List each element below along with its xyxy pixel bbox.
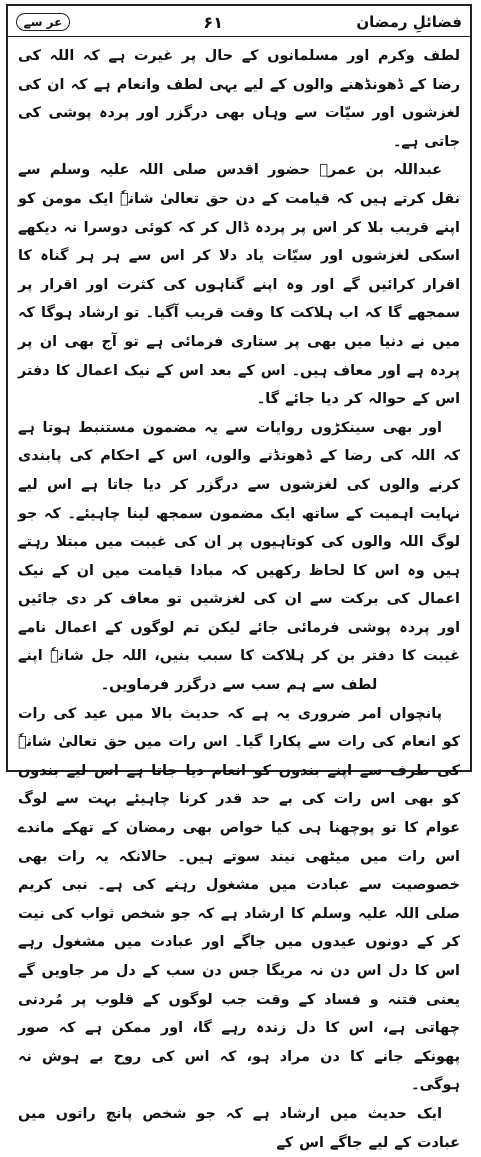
page-number: ۶۱: [203, 12, 223, 32]
page-frame: [6, 4, 472, 1151]
chapter-ornament: عر سے: [16, 13, 70, 31]
paragraph: ایک حدیث میں ارشاد ہے کہ جو شخص پانچ راتوں میں عبادت کے لیے جاگے اس کے: [18, 1105, 460, 1151]
header-divider: [8, 36, 470, 37]
paragraph: اور بھی سینکڑوں روایات سے یہ مضمون مستنبط ہوتا ہے کہ اللہ کی رضا کے ڈھونڈنے والوں، اس کے احکام کی پابندی کرنے والوں کی لغزشوں سے درگزر کر دیا جاتا ہے اس لیے نہایت اہمیت کے ساتھ ایک مضمون سمجھ لینا چاہیئے۔ کہ جو لوگ اللہ والوں کی کوتاہیوں پر ان کی غیبت میں مبتلا رہتے ہیں وہ اس کا لحاظ رکھیں کہ مبادا قیامت میں ان کے نیک اعمال کی برکت سے ان کی لغزشیں تو معاف کر دی جائیں اور پردہ پوشی فرمائی جائے لیکن تم لوگوں کے اعمال نامے غیبت کا دفتر بن کر ہلاکت کا سبب بنیں، اللہ جل شانہٗ اپنے لطف سے ہم سب سے درگزر فرماویں۔: [18, 419, 460, 694]
paragraph: پانچواں امر ضروری یہ ہے کہ حدیث بالا میں عید کی رات کو انعام کی رات سے پکارا گیا۔ اس رات میں حق تعالیٰ شانہٗ کی طرف سے اپنے بندوں کو انعام دیا جاتا ہے اس لیے بندوں کو بھی اس رات کی بے حد قدر کرنا چاہیئے بہت سے لوگ عوام کا تو پوچھنا ہی کیا خواص بھی رمضان کے تھکے ماندے اس رات میں میٹھی نیند سوتے ہیں۔ حالانکہ یہ رات بھی خصوصیت سے عبادت میں مشغول رہنے کی ہے۔ نبی کریم صلی اللہ علیہ وسلم کا ارشاد ہے کہ جو شخص ثواب کی نیت کر کے دونوں عیدوں میں جاگے اور عبادت میں مشغول رہے اس کا دل اس دن نہ مریگا جس دن سب کے دل مر جاویں گے یعنی فتنہ و فساد کے وقت جب لوگوں کے قلوب پر مُردنی چھاتی ہے، اس کا دل زندہ رہے گا، اور ممکن ہے کہ صور پھونکے جانے کا دن مراد ہو، کہ اس کی روح بے ہوش نہ ہوگی۔: [18, 705, 460, 1094]
book-title: فضائلِ رمضان: [356, 13, 462, 31]
paragraph: عبداللہ بن عمرؓ حضور اقدس صلی اللہ علیہ وسلم سے نقل کرتے ہیں کہ قیامت کے دن حق تعالیٰ شانہٗ ایک مومن کو اپنے قریب بلا کر اس پر پردہ ڈال کر کہ کوئی دوسرا نہ دیکھے اسکی لغزشوں اور سیّات یاد دلا کر اس سے ہر ہر گناہ کا اقرار کرائیں گے اور وہ اپنے گناہوں کی کثرت اور اقرار پر سمجھے گا کہ اب ہلاکت کا وقت قریب آگیا۔ تو ارشاد ہوگا کہ میں نے دنیا میں بھی پر ستاری فرمائی ہے تو آج بھی ان پر پردہ ہے اور معاف ہیں۔ اس کے بعد اس کے نیک اعمال کا دفتر اس کے حوالہ کر دیا جائے گا۔: [18, 162, 460, 408]
page-header: [16, 10, 462, 34]
page-body: [18, 42, 460, 1151]
paragraph: لطف وکرم اور مسلمانوں کے حال پر غیرت ہے کہ اللہ کی رضا کے ڈھونڈھنے والوں کے لیے یہی لطف وانعام ہے کہ ان کی لغزشوں اور سیّات سے وہاں بھی درگزر اور پردہ پوشی کی جاتی ہے۔: [18, 48, 460, 150]
